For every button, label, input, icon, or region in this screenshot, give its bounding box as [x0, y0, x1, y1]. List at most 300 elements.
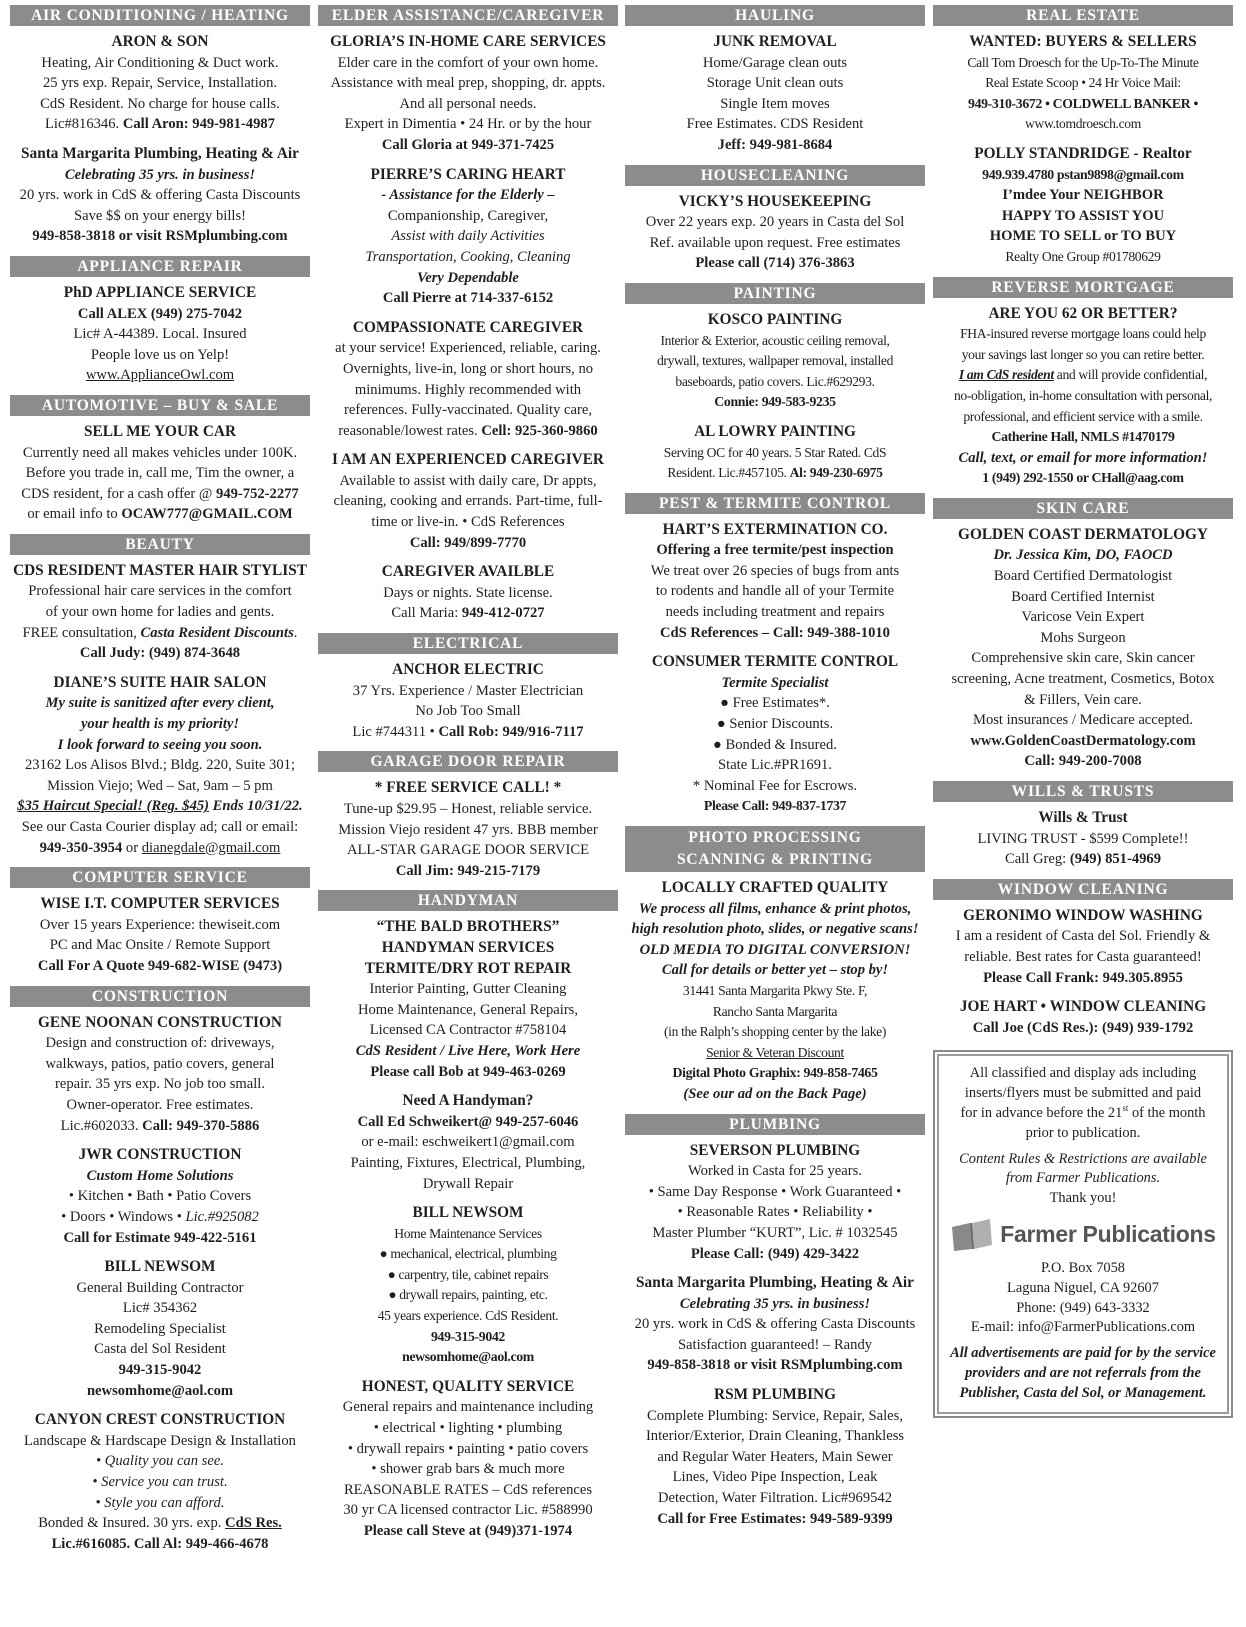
ad-line: Professional hair care services in the comfort: [28, 583, 292, 600]
ad-line-segment: Bonded & Insured. 30 yrs. exp.: [38, 1515, 226, 1532]
classified-ad: [318, 32, 618, 156]
classified-ad: [318, 450, 618, 553]
ad-line: Elder care in the comfort of your own home.: [337, 54, 599, 71]
ad-line: I am a resident of Casta del Sol. Friendly &: [955, 928, 1211, 945]
ad-line: CdS References – Call: 949-388-1010: [660, 624, 890, 641]
ad-line-segment: 949-350-3954: [39, 839, 123, 856]
ad-line: Please Call: 949-837-1737: [703, 798, 847, 814]
farmer-publications-logo: [945, 1217, 1221, 1253]
ad-line: No Job Too Small: [415, 703, 521, 720]
ad-line: Mohs Surgeon: [1040, 629, 1126, 646]
notice-policy-line: inserts/flyers must be submitted and paid: [964, 1085, 1202, 1102]
ad-line: Rancho Santa Margarita: [712, 1003, 838, 1019]
notice-rules-line: from Farmer Publications.: [1005, 1170, 1161, 1187]
ad-line: Overnights, live-in, long or short hours, no: [342, 360, 594, 377]
classified-ad: [625, 422, 925, 484]
ad-line-segment: Ends 10/31/22.: [209, 798, 303, 815]
category-header: SKIN CARE: [933, 498, 1233, 519]
ad-line: [10, 1207, 310, 1228]
disclaimer-line: providers and are not referrals from the: [965, 1364, 1201, 1381]
category-header: APPLIANCE REPAIR: [10, 256, 310, 277]
ad-line-segment: dianegdale@gmail.com: [141, 839, 281, 856]
classified-ad: [933, 808, 1233, 870]
ad-line: Varicose Vein Expert: [1021, 609, 1145, 626]
ad-title: DIANE’S SUITE HAIR SALON: [53, 673, 267, 691]
ad-line: (See our ad on the Back Page): [683, 1085, 867, 1102]
ad-line: ALL-STAR GARAGE DOOR SERVICE: [346, 842, 590, 859]
ad-line: 949-858-3818 or visit RSMplumbing.com: [647, 1357, 903, 1374]
ad-line: Call Pierre at 714-337-6152: [382, 290, 554, 307]
ad-line: Call for Estimate 949-422-5161: [63, 1229, 257, 1246]
ad-line: ● carpentry, tile, cabinet repairs: [387, 1266, 549, 1282]
ad-line: Satisfaction guaranteed! – Randy: [677, 1336, 873, 1353]
ad-line: Currently need all makes vehicles under 100K.: [22, 444, 298, 461]
notice-policy-text: for in advance before the 21: [960, 1104, 1123, 1121]
category-header: ELDER ASSISTANCE/CAREGIVER: [318, 5, 618, 26]
ad-line: Expert in Dimentia • 24 Hr. or by the hour: [344, 116, 592, 133]
ad-title: “THE BALD BROTHERS”: [376, 918, 560, 936]
ad-line: 37 Yrs. Experience / Master Electrician: [352, 682, 584, 699]
ad-line: My suite is sanitized after every client,: [45, 695, 275, 712]
ad-line: Companionship, Caregiver,: [387, 207, 549, 224]
ad-line: ● Bonded & Insured.: [713, 736, 837, 753]
ad-title: Santa Margarita Plumbing, Heating & Air: [21, 144, 299, 162]
ad-line: of your own home for ladies and gents.: [45, 604, 275, 621]
ad-line-segment: CdS Res.: [225, 1515, 282, 1532]
ad-line: walkways, patios, patio covers, general: [45, 1055, 275, 1072]
ad-line: • Quality you can see.: [96, 1453, 224, 1470]
ad-line: Mission Viejo resident 47 yrs. BBB member: [338, 821, 598, 838]
ad-line: Call Judy: (949) 874-3648: [79, 645, 241, 662]
ad-title: CANYON CREST CONSTRUCTION: [34, 1411, 286, 1429]
ad-line: Drywall Repair: [422, 1175, 514, 1192]
ad-line-segment: or: [122, 839, 142, 856]
ad-line: Lic.#616085. Call Al: 949-466-4678: [51, 1535, 269, 1552]
ad-line: drywall, textures, wallpaper removal, installed: [656, 353, 894, 369]
classified-ad: [625, 652, 925, 817]
ad-line: Lines, Video Pipe Inspection, Leak: [672, 1469, 878, 1486]
ad-line: Connie: 949-583-9235: [714, 394, 836, 410]
ad-line: professional, and efficient service with a smile.: [963, 408, 1203, 424]
ad-line: 1 (949) 292-1550 or CHall@aag.com: [982, 470, 1184, 486]
ad-line: We process all films, enhance & print photos,: [638, 900, 912, 917]
ad-line: ● Free Estimates*.: [720, 695, 830, 712]
ad-line: Very Dependable: [417, 269, 519, 286]
ad-line: [10, 484, 310, 505]
ad-line: needs including treatment and repairs: [665, 604, 885, 621]
ad-line: Dr. Jessica Kim, DO, FAOCD: [993, 547, 1173, 564]
category-header: WILLS & TRUSTS: [933, 781, 1233, 802]
classified-ad: [10, 673, 310, 858]
ad-line: CdS Resident. No charge for house calls.: [40, 95, 280, 112]
ad-line: www.GoldenCoastDermatology.com: [970, 732, 1196, 749]
ad-line: HAPPY TO ASSIST YOU: [1001, 207, 1165, 224]
ad-line: 23162 Los Alisos Blvd.; Bldg. 220, Suite 301;: [24, 757, 295, 774]
ad-line: Worked in Casta for 25 years.: [688, 1163, 862, 1180]
ad-line-segment: Call Aron: 949-981-4987: [122, 116, 275, 133]
classified-ad: [625, 1141, 925, 1265]
column-4-sections: [933, 5, 1233, 1038]
category-header: ELECTRICAL: [318, 633, 618, 654]
ad-line: 949-315-9042: [431, 1328, 505, 1344]
ad-line-segment: • Doors • Windows •: [61, 1208, 186, 1225]
ad-line: Celebrating 35 yrs. in business!: [679, 1295, 871, 1312]
ad-line: 31441 Santa Margarita Pkwy Ste. F,: [682, 982, 868, 998]
ad-line: • electrical • lighting • plumbing: [373, 1420, 563, 1437]
ad-line: • Service you can trust.: [92, 1474, 228, 1491]
ad-line-segment: (949) 851-4969: [1069, 851, 1162, 868]
ad-line: [933, 849, 1233, 870]
ad-title: * FREE SERVICE CALL! *: [374, 779, 562, 797]
ad-line: LIVING TRUST - $599 Complete!!: [977, 830, 1189, 847]
ad-line: Realty One Group #01780629: [1005, 248, 1161, 264]
ad-line: Real Estate Scoop • 24 Hr Voice Mail:: [985, 75, 1181, 91]
ad-title: KOSCO PAINTING: [707, 310, 843, 328]
category-header-line: SCANNING & PRINTING: [676, 851, 874, 868]
ad-title: COMPASSIONATE CAREGIVER: [352, 318, 584, 336]
classified-ad: [10, 1013, 310, 1137]
ad-title: HANDYMAN SERVICES: [381, 938, 555, 956]
ad-line: Master Plumber “KURT”, Lic. # 1032545: [652, 1224, 898, 1241]
notice-rules-line: Content Rules & Restrictions are available: [959, 1150, 1207, 1167]
ad-line-segment: 949-412-0727: [461, 605, 545, 622]
ad-line: Owner-operator. Free estimates.: [66, 1096, 254, 1113]
ad-line: • Same Day Response • Work Guaranteed •: [648, 1183, 902, 1200]
address-line: P.O. Box 7058: [1041, 1259, 1125, 1276]
ad-line: [10, 1116, 310, 1137]
ad-line-segment: Call: 949-370-5886: [142, 1117, 260, 1134]
classified-ad: [10, 894, 310, 976]
category-header: GARAGE DOOR REPAIR: [318, 751, 618, 772]
category-header: AIR CONDITIONING / HEATING: [10, 5, 310, 26]
ad-line: baseboards, patio covers. Lic.#629293.: [675, 373, 875, 389]
ad-line: to rodents and handle all of your Termite: [655, 583, 895, 600]
ad-line: time or live-in. • CdS References: [371, 514, 565, 531]
category-header: PEST & TERMITE CONTROL: [625, 493, 925, 514]
ad-line: ● Senior Discounts.: [716, 716, 834, 733]
ad-line: Call: 949-200-7008: [1024, 753, 1142, 770]
ad-line: Call, text, or email for more information!: [958, 449, 1208, 466]
ad-line-segment: Resident. Lic.#457105.: [667, 465, 790, 481]
ad-line: Days or nights. State license.: [383, 584, 553, 601]
disclaimer-line: Publisher, Casta del Sol, or Management.: [959, 1384, 1207, 1401]
classified-ad: [625, 520, 925, 644]
ad-line: Assist with daily Activities: [391, 228, 545, 245]
classified-ad: [318, 318, 618, 442]
email-line[interactable]: E-mail: info@FarmerPublications.com: [970, 1319, 1196, 1336]
ad-line: newsomhome@aol.com: [402, 1349, 534, 1365]
ad-line: Custom Home Solutions: [86, 1167, 234, 1184]
ad-line: Save $$ on your energy bills!: [74, 207, 246, 224]
ad-line: Most insurances / Medicare accepted.: [972, 712, 1194, 729]
ad-line: Board Certified Dermatologist: [993, 568, 1173, 585]
publisher-notice-box: [933, 1050, 1233, 1417]
ad-line: 949-310-3672 • COLDWELL BANKER •: [968, 95, 1198, 111]
ad-line: [318, 603, 618, 624]
classified-ad: [625, 1385, 925, 1529]
ad-line: [318, 421, 618, 442]
category-header: CONSTRUCTION: [10, 986, 310, 1007]
classified-ad: [10, 144, 310, 247]
ad-title: CONSUMER TERMITE CONTROL: [651, 653, 899, 671]
logo-text: Farmer Publications: [1000, 1221, 1216, 1248]
ad-line: your health is my priority!: [80, 716, 240, 733]
ad-line: Home Maintenance, General Repairs,: [357, 1001, 579, 1018]
ad-line: Assistance with meal prep, shopping, dr. appts.: [330, 75, 606, 92]
ad-line: [10, 504, 310, 525]
classified-ad: [318, 660, 618, 742]
category-header: AUTOMOTIVE – BUY & SALE: [10, 395, 310, 416]
ad-line: ● drywall repairs, painting, etc.: [388, 1287, 548, 1303]
ad-line: 45 years experience. CdS Resident.: [377, 1308, 559, 1324]
category-header: BEAUTY: [10, 534, 310, 555]
classified-ad: [318, 165, 618, 309]
ad-line: Please Call: (949) 429-3422: [690, 1245, 860, 1262]
ad-line: Digital Photo Graphix: 949-858-7465: [672, 1065, 878, 1081]
ad-line-segment: and will provide confidential,: [1053, 367, 1208, 383]
classified-ad: [318, 1203, 618, 1368]
ad-line: at your service! Experienced, reliable, caring.: [335, 340, 601, 357]
ad-line: [10, 114, 310, 135]
ad-title: JUNK REMOVAL: [713, 33, 837, 50]
address-line: Laguna Niguel, CA 92607: [1007, 1279, 1159, 1296]
category-header: PAINTING: [625, 283, 925, 304]
classified-ad: [10, 561, 310, 664]
ad-line: • Style you can afford.: [95, 1494, 225, 1511]
ad-line: 20 yrs. work in CdS & offering Casta Discounts: [634, 1316, 916, 1333]
ad-line: screening, Acne treatment, Cosmetics, Botox: [951, 671, 1215, 688]
ad-line: • shower grab bars & much more: [371, 1461, 565, 1478]
ad-line: State Lic.#PR1691.: [718, 757, 832, 774]
ad-line: (in the Ralph’s shopping center by the lake): [663, 1024, 887, 1040]
ad-line: I’mdee Your NEIGHBOR: [1002, 187, 1164, 204]
classified-ad: [318, 778, 618, 881]
category-header-line: PHOTO PROCESSING: [688, 829, 862, 846]
classified-ad: [625, 310, 925, 413]
disclaimer-line: All advertisements are paid for by the service: [950, 1345, 1216, 1362]
ad-title: CAREGIVER AVAILBLE: [381, 563, 555, 581]
ad-line: 949-858-3818 or visit RSMplumbing.com: [32, 228, 288, 245]
ad-line: * Nominal Fee for Escrows.: [692, 777, 858, 794]
ad-line: Lic# A-44389. Local. Insured: [73, 326, 247, 343]
ad-line: Home Maintenance Services: [394, 1225, 542, 1241]
ad-title: BILL NEWSOM: [412, 1204, 524, 1222]
ad-line-segment: I am CdS resident: [958, 367, 1054, 383]
category-header: COMPUTER SERVICE: [10, 867, 310, 888]
notice-policy-text: of the month: [1128, 1104, 1206, 1121]
ad-line: Call Jim: 949-215-7179: [395, 862, 541, 879]
column-4: [933, 5, 1233, 1418]
ad-line-segment: Lic.#925082: [185, 1208, 259, 1225]
classified-ad: [625, 1273, 925, 1376]
ad-line: Storage Unit clean outs: [706, 75, 844, 92]
classified-ad: [10, 1410, 310, 1554]
ad-line: Lic# 354362: [122, 1300, 198, 1317]
classified-ad: [318, 1377, 618, 1542]
ad-line-segment: or email info to: [27, 506, 122, 523]
ad-line: • Reasonable Rates • Reliability •: [677, 1204, 873, 1221]
category-header: HOUSECLEANING: [625, 165, 925, 186]
classified-ad: [10, 1145, 310, 1248]
ad-line: Interior/Exterior, Drain Cleaning, Thankless: [645, 1428, 905, 1445]
ad-line: Call Gloria at 949-371-7425: [381, 136, 555, 153]
ad-line: Design and construction of: driveways,: [45, 1035, 275, 1052]
ad-line: Remodeling Specialist: [94, 1320, 226, 1337]
ad-line: General Building Contractor: [76, 1279, 244, 1296]
category-header: REAL ESTATE: [933, 5, 1233, 26]
ad-line-segment: Lic#816346.: [45, 116, 123, 133]
ad-line-segment: $35 Haircut Special! (Reg. $45): [17, 798, 210, 815]
ad-title: HART’S EXTERMINATION CO.: [662, 520, 888, 538]
ad-line: Senior & Veteran Discount: [706, 1044, 844, 1060]
classified-ad: [10, 32, 310, 135]
ad-title: PIERRE’S CARING HEART: [370, 165, 566, 183]
ad-line: Mission Viejo; Wed – Sat, 9am – 5 pm: [47, 777, 273, 794]
classified-ad: [933, 304, 1233, 489]
ad-title: WANTED: BUYERS & SELLERS: [969, 33, 1197, 50]
ad-line: www.tomdroesch.com: [1025, 116, 1141, 132]
classified-ad: [625, 32, 925, 156]
column-3: [625, 5, 925, 1538]
ad-line: Call Tom Droesch for the Up-To-The Minute: [967, 54, 1199, 70]
ad-line-segment: Call Rob: 949/916-7117: [438, 723, 584, 740]
ad-line: HOME TO SELL or TO BUY: [989, 228, 1177, 245]
ad-line: Call: 949/899-7770: [409, 534, 527, 551]
ad-line: ● mechanical, electrical, plumbing: [379, 1246, 557, 1262]
ad-line: Interior Painting, Gutter Cleaning: [369, 981, 567, 998]
ad-line: CdS Resident / Live Here, Work Here: [355, 1042, 581, 1059]
notice-policy-line: [945, 1104, 1221, 1124]
ad-line: Call for details or better yet – stop by!: [661, 962, 889, 979]
ad-title: CDS RESIDENT MASTER HAIR STYLIST: [13, 561, 307, 579]
ad-line: Please call (714) 376-3863: [695, 255, 855, 272]
ad-line: Offering a free termite/pest inspection: [656, 542, 894, 559]
ad-line: your savings last longer so you can retire better.: [961, 346, 1205, 362]
ad-line: Please call Steve at (949)371-1974: [363, 1523, 573, 1539]
ad-line-segment: reasonable/lowest rates.: [338, 422, 482, 439]
ad-line-segment: Call Greg:: [1004, 851, 1070, 868]
ad-line: [10, 623, 310, 644]
ad-title: ARE YOU 62 OR BETTER?: [988, 304, 1178, 322]
ad-line: Transportation, Cooking, Cleaning: [365, 248, 571, 265]
ad-line-segment: 949-752-2277: [216, 485, 299, 502]
ad-line-segment: Lic.#602033.: [60, 1117, 143, 1134]
ad-title: JWR CONSTRUCTION: [78, 1146, 242, 1164]
classified-ad: [625, 192, 925, 274]
ad-line: Celebrating 35 yrs. in business!: [64, 166, 256, 183]
ad-line: 949.939.4780 pstan9898@gmail.com: [982, 166, 1184, 182]
ad-line: Termite Specialist: [721, 674, 829, 691]
ad-title: SEVERSON PLUMBING: [689, 1141, 861, 1159]
ad-line-segment: Al: 949-230-6975: [789, 465, 883, 481]
ad-line: Licensed CA Contractor #758104: [369, 1022, 567, 1039]
ad-line: Call Ed Schweikert@ 949-257-6046: [357, 1113, 579, 1130]
ad-title: POLLY STANDRIDGE - Realtor: [974, 144, 1192, 162]
ad-line-segment: FREE consultation,: [22, 624, 141, 641]
ad-line: Catherine Hall, NMLS #1470179: [991, 429, 1175, 445]
ad-line: • drywall repairs • painting • patio covers: [347, 1440, 589, 1457]
ad-line: Over 15 years Experience: thewiseit.com: [39, 916, 281, 933]
ad-line: And all personal needs.: [399, 95, 537, 112]
ad-line-segment: .: [293, 624, 298, 641]
classified-ad: [625, 878, 925, 1105]
ad-line: Serving OC for 40 years. 5 Star Rated. CdS: [663, 444, 887, 460]
ad-title: BILL NEWSOM: [104, 1258, 216, 1276]
category-header: HANDYMAN: [318, 890, 618, 911]
ad-line-segment: OCAW777@GMAIL.COM: [121, 506, 293, 523]
ad-line: Free Estimates. CDS Resident: [686, 116, 864, 133]
ad-line: reliable. Best rates for Casta guaranteed!: [964, 948, 1202, 965]
ad-line: and Regular Water Heaters, Main Sewer: [657, 1448, 893, 1465]
ad-title: GLORIA’S IN-HOME CARE SERVICES: [330, 33, 606, 50]
ad-title: JOE HART • WINDOW CLEANING: [959, 998, 1207, 1016]
ad-title: GENE NOONAN CONSTRUCTION: [38, 1013, 282, 1031]
ad-line: or e-mail: eschweikert1@gmail.com: [361, 1134, 575, 1151]
ad-line: Casta del Sol Resident: [94, 1341, 226, 1358]
ad-line: Ref. available upon request. Free estimates: [649, 234, 901, 251]
category-header: PLUMBING: [625, 1114, 925, 1135]
ad-line: [10, 1513, 310, 1534]
ad-line: Home/Garage clean outs: [702, 54, 848, 71]
ad-line: 949-315-9042: [118, 1362, 202, 1379]
ad-line: Call For A Quote 949-682-WISE (9473): [37, 957, 283, 974]
ad-line: [933, 365, 1233, 386]
ad-line: Complete Plumbing: Service, Repair, Sales,: [647, 1407, 903, 1424]
classified-ad: [318, 1091, 618, 1194]
ad-line: minimums. Highly recommended with: [354, 381, 582, 398]
ad-title: PhD APPLIANCE SERVICE: [63, 283, 257, 301]
category-header: [625, 826, 925, 872]
ad-line: Painting, Fixtures, Electrical, Plumbing,: [350, 1154, 586, 1171]
notice-thanks: Thank you!: [1049, 1190, 1117, 1207]
ad-line-segment: Lic #744311 •: [352, 723, 439, 740]
classified-ad: [933, 906, 1233, 988]
ad-title: SELL ME YOUR CAR: [84, 422, 236, 440]
ad-line: Comprehensive skin care, Skin cancer: [971, 650, 1195, 667]
ad-line: 25 yrs exp. Repair, Service, Installation.: [42, 75, 278, 92]
column-2: [318, 5, 618, 1551]
ad-title: VICKY’S HOUSEKEEPING: [678, 192, 872, 210]
classified-ad: [933, 997, 1233, 1038]
open-book-icon: [950, 1217, 994, 1253]
ad-title: GERONIMO WINDOW WASHING: [963, 906, 1203, 924]
ad-line: Call Joe (CdS Res.): (949) 939-1792: [972, 1019, 1194, 1036]
ordinal-suffix: st: [1122, 1103, 1129, 1114]
ad-line: 30 yr CA licensed contractor Lic. #588990: [343, 1502, 593, 1519]
ad-line-segment: Cell: 925-360-9860: [481, 422, 598, 439]
category-header: WINDOW CLEANING: [933, 879, 1233, 900]
column-1: [10, 5, 310, 1563]
phone-line: Phone: (949) 643-3332: [1016, 1299, 1150, 1316]
ad-line: & Fillers, Vein care.: [1024, 691, 1142, 708]
ad-line: Call ALEX (949) 275-7042: [77, 305, 243, 322]
ad-title: WISE I.T. COMPUTER SERVICES: [40, 895, 280, 913]
ad-line: 20 yrs. work in CdS & offering Casta Discounts: [19, 187, 301, 204]
classified-ad: [318, 562, 618, 624]
ad-title: ANCHOR ELECTRIC: [392, 661, 544, 679]
ad-title: ARON & SON: [111, 33, 209, 50]
ad-line: Single Item moves: [720, 95, 830, 112]
classified-ad: [933, 525, 1233, 772]
ad-line: cleaning, cooking and errands. Part-time, full-: [333, 493, 603, 510]
ad-line: [10, 838, 310, 859]
ad-title: RSM PLUMBING: [714, 1386, 836, 1404]
classified-ad: [10, 1257, 310, 1401]
ad-line-segment: CDS resident, for a cash offer @: [21, 485, 217, 502]
ad-line: Call for Free Estimates: 949-589-9399: [657, 1510, 893, 1527]
classified-ad: [318, 917, 618, 1082]
ad-line: Heating, Air Conditioning & Duct work.: [41, 54, 279, 71]
